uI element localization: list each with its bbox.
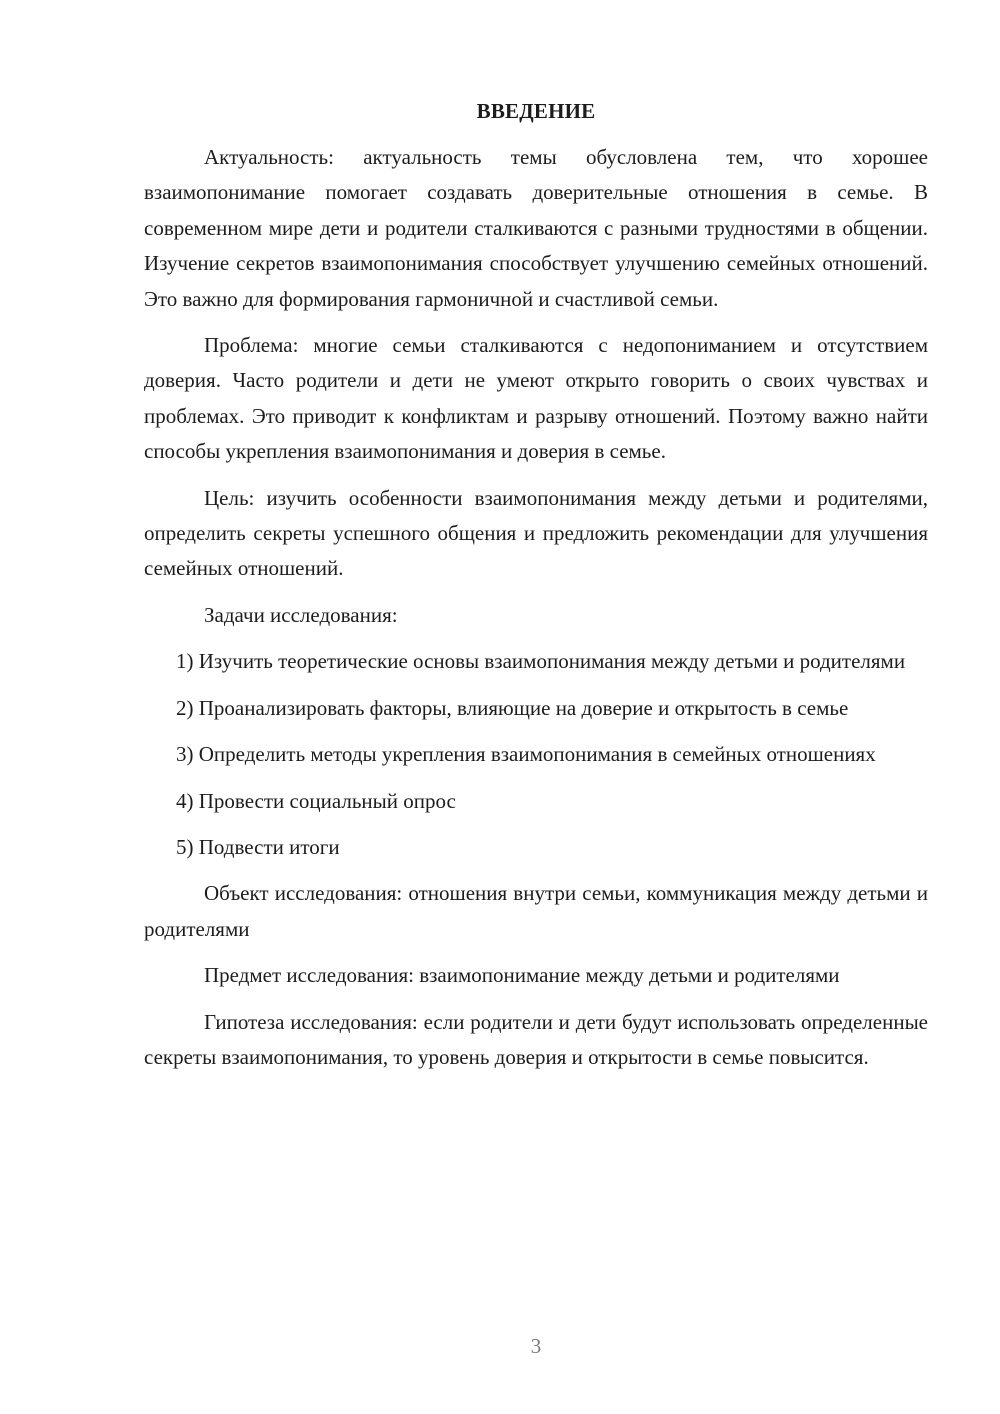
page-title: ВВЕДЕНИЕ (476, 99, 596, 123)
tasks-heading: Задачи исследования: (204, 602, 398, 627)
page-number: 3 (530, 1334, 542, 1358)
task-item-1: 1) Изучить теоретические основы взаимопонимания между детьми и родителями (176, 649, 906, 674)
task-item-4: 4) Провести социальный опрос (176, 788, 456, 813)
object-paragraph: Объект исследования: отношения внутри семьи, коммуникация между детьми и родителями (144, 881, 928, 941)
task-item-3: 3) Определить методы укрепления взаимопонимания в семейных отношениях (176, 742, 876, 767)
goal-paragraph: Цель: изучить особенности взаимопонимания между детьми и родителями, определить секреты успешного общения и предложить рекомендации для улучшения семейных отношений. (144, 485, 928, 581)
subject-paragraph: Предмет исследования: взаимопонимание между детьми и родителями (204, 963, 840, 988)
relevance-paragraph: Актуальность: актуальность темы обусловлена тем, что хорошее взаимопонимание помогает создавать доверительные отношения в семье. В современном мире дети и родители сталкиваются с разными трудностями в общении. Изучение секретов взаимопонимания способствует улучшению семейных отношений. Это важно для формирования гармоничной и счастливой семьи. (144, 145, 928, 311)
task-item-2: 2) Проанализировать факторы, влияющие на доверие и открытость в семье (176, 695, 849, 720)
document-page (144, 96, 928, 1086)
task-item-5: 5) Подвести итоги (176, 834, 340, 859)
problem-paragraph: Проблема: многие семьи сталкиваются с недопониманием и отсутствием доверия. Часто родители и дети не умеют открыто говорить о своих чувствах и проблемах. Это приводит к конфликтам и разрыву отношений. Поэтому важно найти способы укрепления взаимопонимания и доверия в семье. (144, 333, 928, 464)
hypothesis-paragraph: Гипотеза исследования: если родители и дети будут использовать определенные секреты взаимопонимания, то уровень доверия и открытости в семье повысится. (144, 1009, 928, 1069)
